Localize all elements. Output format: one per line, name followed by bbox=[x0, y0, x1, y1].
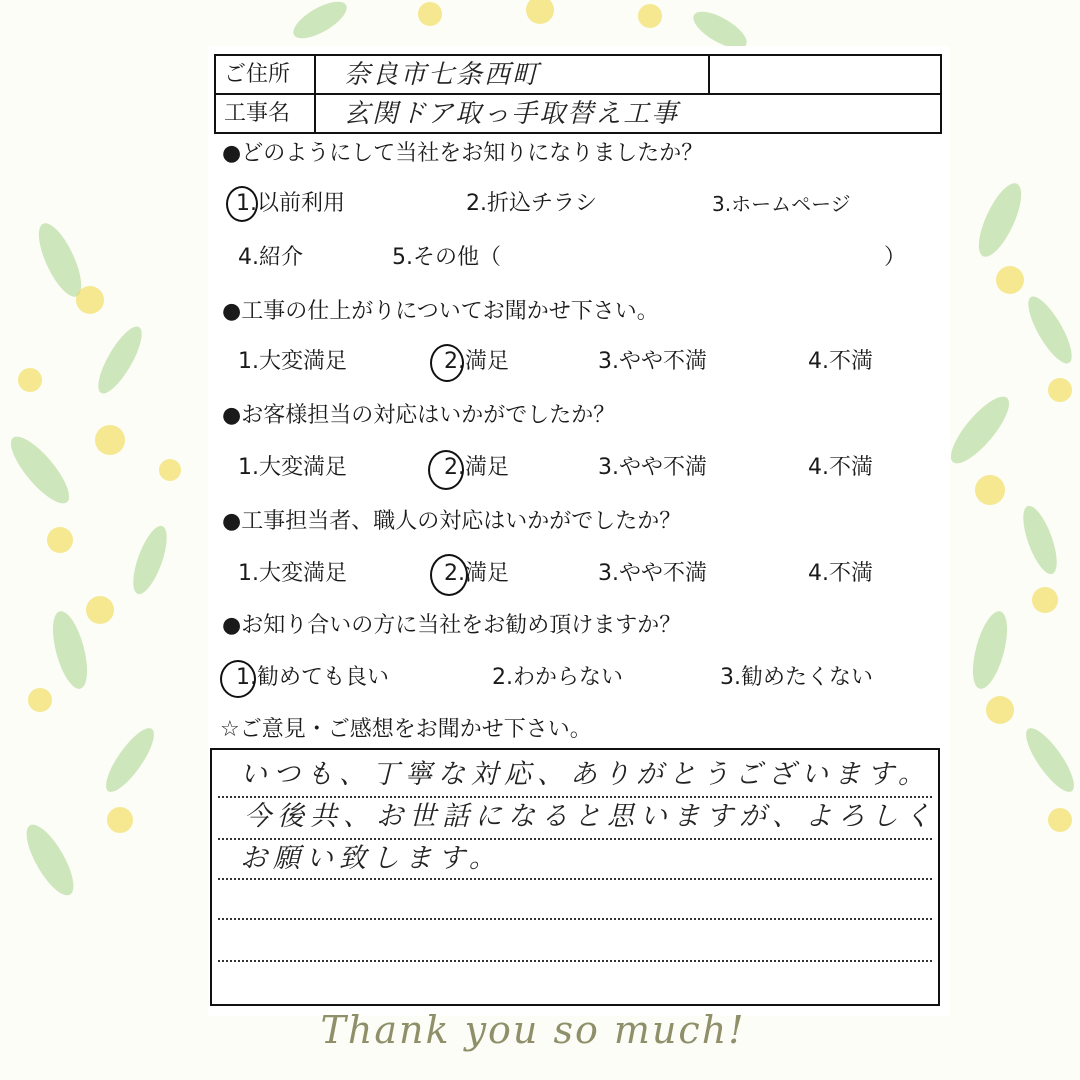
q3-option-1[interactable]: 1.大変満足 bbox=[238, 455, 347, 480]
q4-option-2[interactable]: 2.満足 bbox=[444, 561, 509, 586]
ruled-line bbox=[218, 918, 932, 920]
ruled-line bbox=[218, 796, 932, 798]
q1-option-1[interactable]: 1.以前利用 bbox=[236, 191, 345, 216]
q1-option-2[interactable]: 2.折込チラシ bbox=[466, 191, 597, 216]
work-value: 玄関ドア取っ手取替え工事 bbox=[344, 99, 680, 129]
ruled-line bbox=[218, 838, 932, 840]
comment-line-3: お願い致します。 bbox=[240, 843, 502, 874]
q3-selected-circle bbox=[428, 450, 464, 490]
address-label: ご住所 bbox=[216, 56, 316, 93]
q2-option-2[interactable]: 2.満足 bbox=[444, 349, 509, 374]
q1-option-4[interactable]: 4.紹介 bbox=[238, 245, 303, 270]
comment-line-2: 今後共、お世話になると思いますが、よろしく bbox=[244, 801, 937, 832]
q3-option-2[interactable]: 2.満足 bbox=[444, 455, 509, 480]
q5-option-2[interactable]: 2.わからない bbox=[492, 665, 623, 690]
q3-option-3[interactable]: 3.やや不満 bbox=[598, 455, 707, 480]
q4-option-3[interactable]: 3.やや不満 bbox=[598, 561, 707, 586]
q3-option-4[interactable]: 4.不満 bbox=[808, 455, 873, 480]
q5-selected-circle bbox=[220, 660, 256, 698]
q2-selected-circle bbox=[430, 344, 464, 382]
q4-selected-circle bbox=[430, 554, 468, 596]
q1-option-5[interactable]: 5.その他（ bbox=[392, 245, 501, 270]
question-4: ●工事担当者、職人の対応はいかがでしたか？ bbox=[222, 509, 682, 534]
q4-option-1[interactable]: 1.大変満足 bbox=[238, 561, 347, 586]
q2-option-3[interactable]: 3.やや不満 bbox=[598, 349, 707, 374]
q2-option-4[interactable]: 4.不満 bbox=[808, 349, 873, 374]
address-extra-box bbox=[708, 56, 940, 95]
q1-selected-circle bbox=[226, 186, 258, 222]
q2-option-1[interactable]: 1.大変満足 bbox=[238, 349, 347, 374]
thank-you-script: Thank you so much! bbox=[320, 1008, 746, 1052]
work-label: 工事名 bbox=[216, 95, 316, 134]
question-3: ●お客様担当の対応はいかがでしたか？ bbox=[222, 403, 616, 428]
q5-option-3[interactable]: 3.勧めたくない bbox=[720, 665, 873, 690]
question-5: ●お知り合いの方に当社をお勧め頂けますか？ bbox=[222, 613, 682, 638]
ruled-line bbox=[218, 960, 932, 962]
address-row bbox=[216, 56, 940, 95]
question-1: ●どのようにして当社をお知りになりましたか？ bbox=[222, 141, 704, 166]
address-value: 奈良市七条西町 bbox=[344, 60, 541, 90]
comments-heading: ☆ご意見・ご感想をお聞かせ下さい。 bbox=[220, 717, 592, 742]
ruled-line bbox=[218, 878, 932, 880]
q1-option-3[interactable]: 3.ホームページ bbox=[712, 192, 851, 216]
q1-option-5-close: ） bbox=[884, 245, 907, 270]
q5-option-1[interactable]: 1.勧めても良い bbox=[236, 665, 389, 690]
header-table bbox=[214, 54, 942, 134]
work-row bbox=[216, 95, 940, 134]
q4-option-4[interactable]: 4.不満 bbox=[808, 561, 873, 586]
question-2: ●工事の仕上がりについてお聞かせ下さい。 bbox=[222, 299, 659, 324]
comment-line-1: いつも、丁寧な対応、ありがとうございます。 bbox=[240, 759, 931, 790]
